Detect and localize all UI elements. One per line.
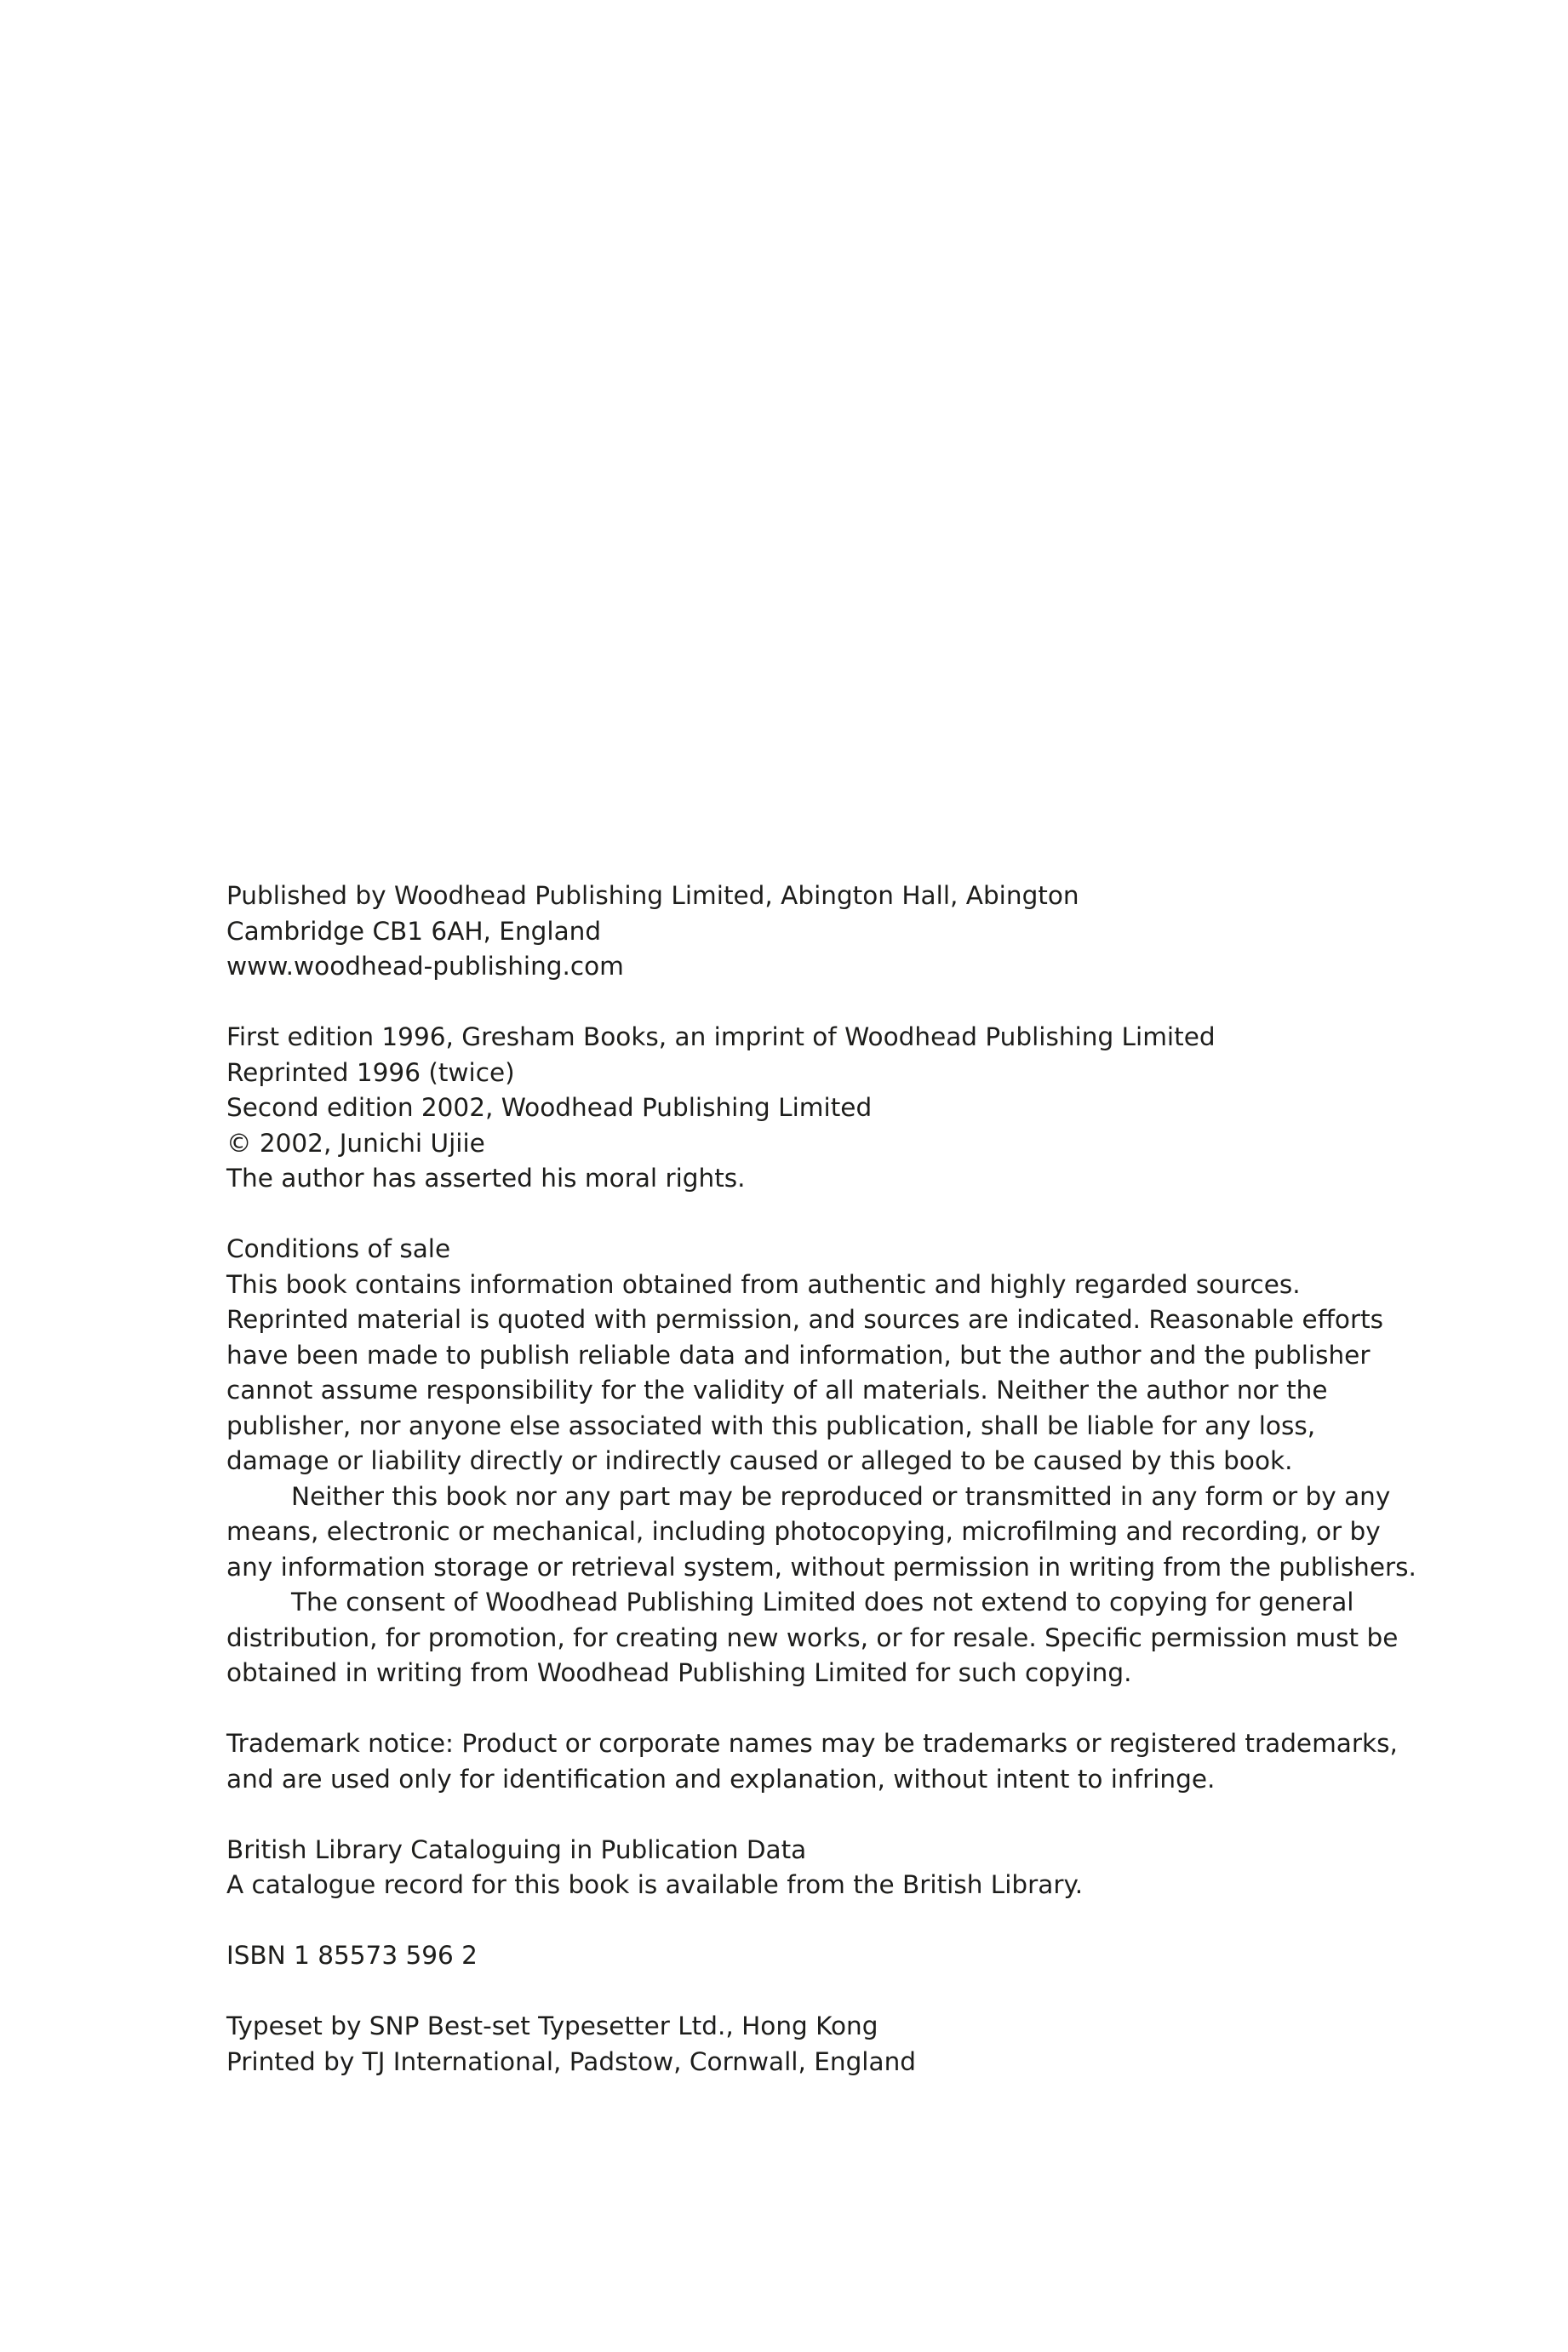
- printing-info: [226, 2009, 1393, 2080]
- conditions-line: cannot assume responsibility for the validity of all materials. Neither the author nor the: [226, 1376, 1328, 1405]
- publisher-website: www.woodhead-publishing.com: [226, 952, 624, 981]
- cataloguing-line: British Library Cataloguing in Publication Data: [226, 1834, 807, 1864]
- edition-line: Second edition 2002, Woodhead Publishing Limited: [226, 1093, 873, 1122]
- imprint-text-block: [226, 878, 1416, 2080]
- isbn-block: [226, 1938, 1393, 1974]
- conditions-line: The consent of Woodhead Publishing Limited does not extend to copying for general: [291, 1588, 1354, 1617]
- spacer: [226, 1903, 1393, 1939]
- publisher-info: [226, 878, 1393, 985]
- spacer: [226, 1691, 1393, 1727]
- printer-line: Printed by TJ International, Padstow, Cornwall, England: [226, 2046, 916, 2076]
- spacer: [226, 1974, 1393, 2010]
- conditions-line: distribution, for promotion, for creating new works, or for resale. Specific permission must be: [226, 1622, 1399, 1652]
- copyright-line: © 2002, Junichi Ujiie: [226, 1128, 485, 1158]
- conditions-line: damage or liability directly or indirectly caused or alleged to be caused by this book.: [226, 1446, 1293, 1475]
- isbn-number: ISBN 1 85573 596 2: [226, 1941, 478, 1970]
- edition-info: [226, 1020, 1393, 1197]
- trademark-line: and are used only for identification and explanation, without intent to infringe.: [226, 1764, 1216, 1794]
- conditions-of-sale: [226, 1232, 1416, 1691]
- moral-rights-line: The author has asserted his moral rights.: [226, 1164, 746, 1193]
- conditions-line: obtained in writing from Woodhead Publishing Limited for such copying.: [226, 1658, 1132, 1687]
- cataloguing-line: A catalogue record for this book is available from the British Library.: [226, 1870, 1084, 1899]
- typesetter-line: Typeset by SNP Best-set Typesetter Ltd., Hong Kong: [226, 2012, 878, 2040]
- spacer: [226, 985, 1393, 1021]
- conditions-line: have been made to publish reliable data and information, but the author and the publisher: [226, 1340, 1371, 1370]
- edition-line: First edition 1996, Gresham Books, an imprint of Woodhead Publishing Limited: [226, 1022, 1216, 1051]
- conditions-heading: Conditions of sale: [226, 1234, 451, 1263]
- publisher-line: Published by Woodhead Publishing Limited, Abington Hall, Abington: [226, 881, 1079, 910]
- conditions-line: Neither this book nor any part may be reproduced or transmitted in any form or by any: [291, 1481, 1391, 1511]
- conditions-line: This book contains information obtained from authentic and highly regarded sources.: [226, 1269, 1301, 1299]
- trademark-line: Trademark notice: Product or corporate names may be trademarks or registered trademarks,: [226, 1729, 1398, 1758]
- conditions-line: Reprinted material is quoted with permission, and sources are indicated. Reasonable efforts: [226, 1305, 1384, 1334]
- spacer: [226, 1197, 1393, 1233]
- conditions-line: any information storage or retrieval system, without permission in writing from the publishers.: [226, 1552, 1416, 1582]
- conditions-line: publisher, nor anyone else associated with this publication, shall be liable for any loss,: [226, 1411, 1316, 1440]
- spacer: [226, 1797, 1393, 1833]
- edition-line: Reprinted 1996 (twice): [226, 1057, 515, 1087]
- conditions-line: means, electronic or mechanical, including photocopying, microfilming and recording, or by: [226, 1517, 1381, 1546]
- publisher-line: Cambridge CB1 6AH, England: [226, 916, 602, 946]
- trademark-notice: [226, 1726, 1398, 1797]
- cataloguing-data: [226, 1833, 1393, 1903]
